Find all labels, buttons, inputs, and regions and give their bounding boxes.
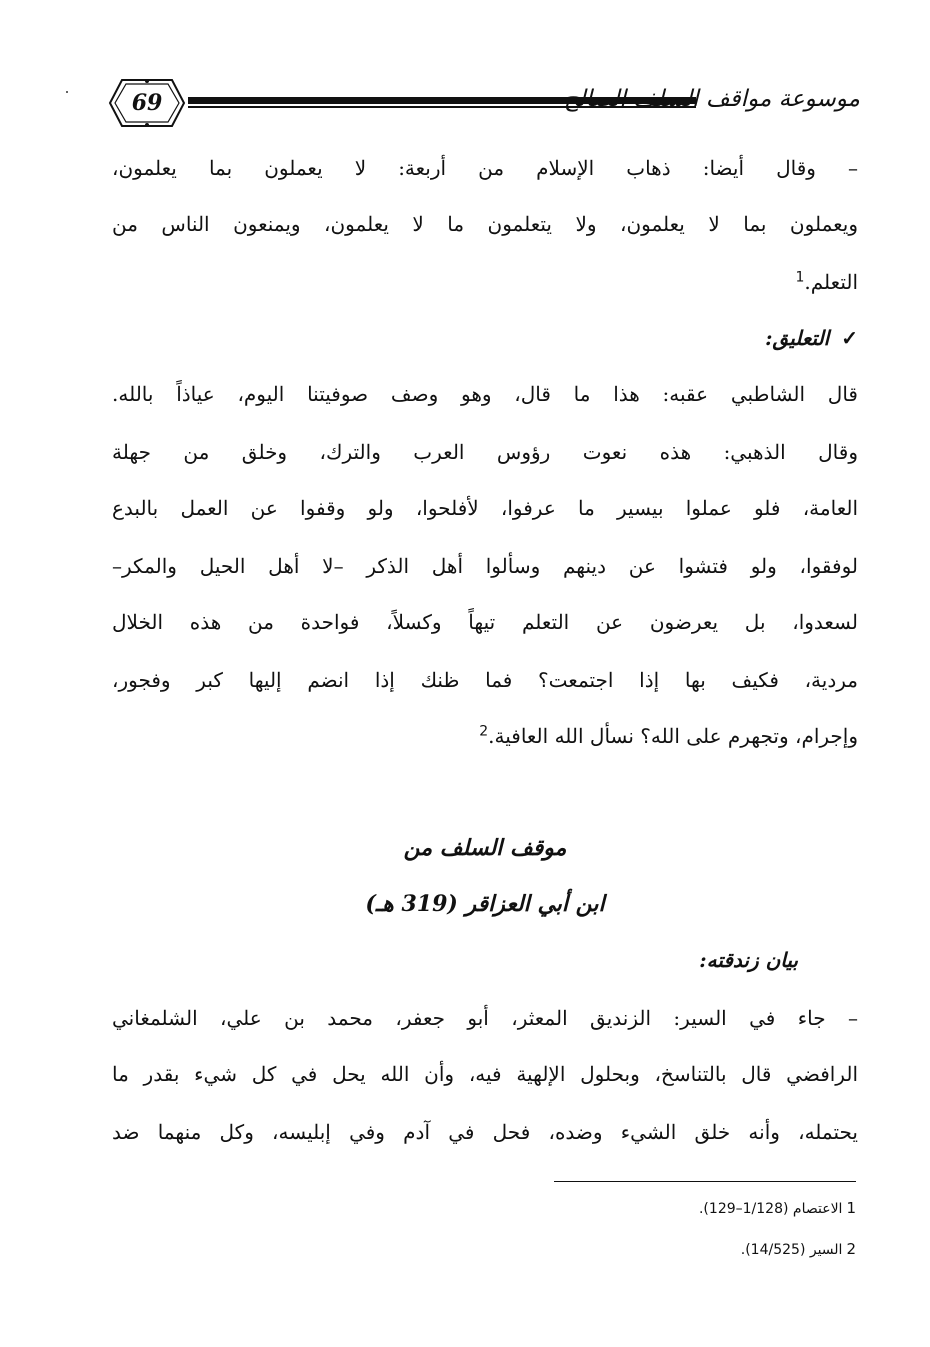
page-header [100, 72, 860, 132]
footnote [556, 1196, 856, 1220]
section-title: موقف السلف من [403, 835, 567, 861]
footnote-separator [554, 1181, 856, 1182]
comment-heading-text: التعليق: [765, 326, 830, 350]
footnote-number: 2 [846, 1240, 856, 1258]
text-line: لوفقوا، ولو فتشوا عن دينهم وسألوا أهل الذكر –لا أهل الحيل والمكر– [112, 554, 859, 578]
text-line: الرافضي قال بالتناسخ، وبحلول الإلهية فيه، وأن الله يحل في كل شيء بقدر ما [112, 1062, 858, 1086]
comment-heading [112, 318, 858, 358]
text-line [112, 262, 858, 302]
text-line: يحتمله، وأنه خلق الشيء وضده، فحل في آدم وفي إبليسه، وكل منهما ضد [112, 1120, 858, 1144]
checkmark-icon: ✓ [841, 326, 858, 350]
text-span: وإجرام، وتجهرم على الله؟ نسأل الله العافية. [488, 724, 858, 748]
footnote-number: 1 [846, 1199, 856, 1217]
subheading: بيان زندقته: [699, 948, 798, 972]
text-line: لسعدوا، بل يعرضون عن التعلم تيهاً وكسلاً، فواحدة من هذه الخلال [112, 610, 858, 634]
page-number-badge [108, 78, 186, 128]
text-line: قال الشاطبي عقبه: هذا ما قال، وهو وصف صوفيتنا اليوم، عياذاً بالله. [112, 382, 858, 406]
section-title: ابن أبي العزاقر (319 هـ) [365, 891, 605, 917]
footnote-text: السير (14/525). [740, 1242, 843, 1258]
footnote-ref: 2 [479, 723, 489, 740]
text-line: ويعملون بما لا يعلمون، ولا يتعلمون ما لا يعلمون، ويمنعون الناس من [112, 212, 858, 236]
scan-speck [66, 91, 68, 93]
page-number: 69 [131, 90, 163, 116]
text-line: وقال الذهبي: هذه نعوت رؤوس العرب والترك، وخلق من جهلة [112, 440, 858, 464]
text-line [112, 716, 858, 756]
footnote [556, 1237, 856, 1261]
footnote-ref: 1 [795, 269, 805, 286]
text-span: التعلم. [804, 270, 858, 294]
book-title: موسوعة مواقف السلف الصالح [563, 86, 860, 112]
text-line: – وقال أيضا: ذهاب الإسلام من أربعة: لا يعملون بما يعلمون، [112, 156, 858, 180]
text-line: مردية، فكيف بها إذا اجتمعت؟ فما ظنك إذا انضم إليها كبر وفجور، [112, 668, 858, 692]
text-line: العامة، فلو عملوا بيسير ما عرفوا، لأفلحوا، ولو وقفوا عن العمل بالبدع [112, 496, 858, 520]
footnote-text: الاعتصام (1/128–129). [698, 1201, 843, 1217]
text-line: – جاء في السير: الزنديق المعثر، أبو جعفر، محمد بن علي، الشلمغاني [112, 1006, 858, 1030]
